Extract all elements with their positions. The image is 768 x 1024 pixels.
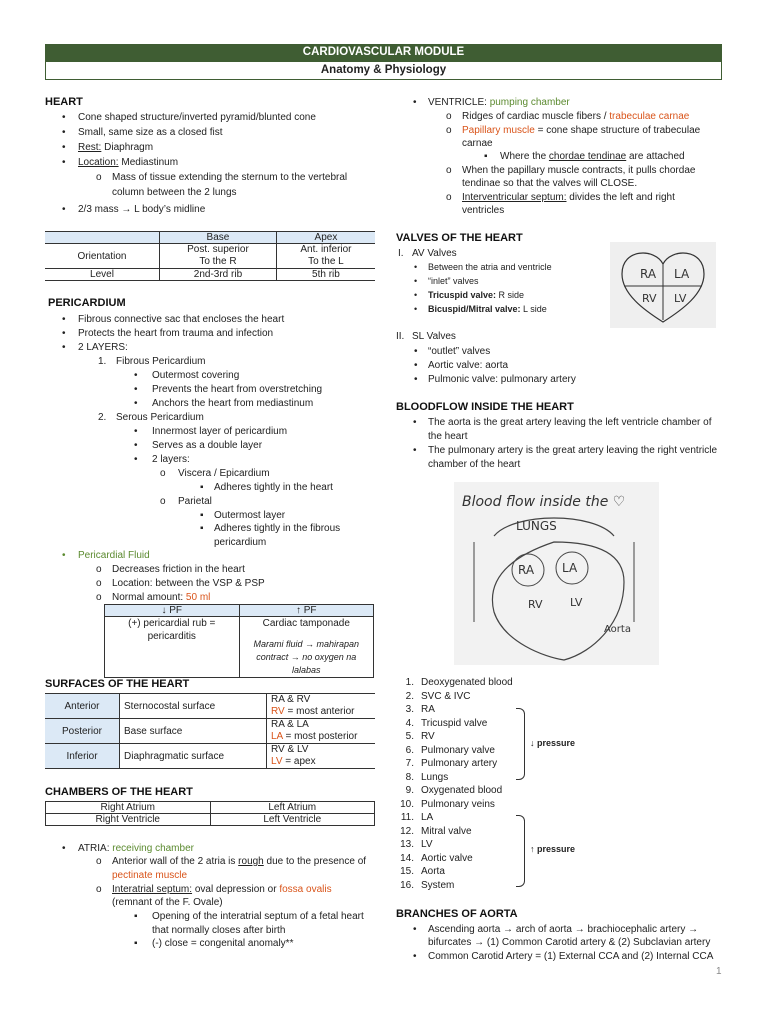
peri-v1a: Adheres tightly in the heart (214, 482, 333, 493)
heart-b2: Small, same size as a closed fist (78, 127, 223, 138)
flow-step-number: 13. (400, 839, 414, 850)
sub-bullet: o (96, 592, 102, 603)
interventricular: Interventricular septum: (462, 192, 567, 203)
chamber-ra: Right Atrium (46, 802, 211, 814)
tricuspid-label: Tricuspid valve: (428, 290, 497, 300)
normal-amount-value: 50 ml (185, 592, 211, 603)
atria-a1b: pectinate muscle (112, 870, 188, 881)
interatrial-text: oval depression or (192, 884, 280, 895)
peri-f3 (112, 591, 210, 605)
surface-pos: Anterior (45, 694, 120, 719)
vent-v4b: tendinae so that the valves will CLOSE. (462, 178, 638, 189)
sl1: “outlet” valves (428, 346, 491, 357)
bloodflow-heading: BLOODFLOW INSIDE THE HEART (396, 401, 574, 413)
surface-note-chamber: LA (271, 731, 283, 742)
surface-desc (267, 694, 376, 719)
sl-valves: SL Valves (412, 331, 456, 342)
flow-step (384, 811, 433, 825)
cell-base-level: 2nd-3rd rib (160, 269, 277, 281)
vent-v3-text: Where the (500, 151, 549, 162)
sl-bullet: • (414, 374, 418, 385)
roman-1: I. (398, 248, 404, 259)
peri-n1b: Prevents the heart from overstretching (152, 384, 323, 395)
sq-bullet: ▪ (200, 482, 204, 493)
surface-note-text: = most posterior (282, 731, 358, 742)
sl-bullet: • (414, 360, 418, 371)
flow-step-number: 1. (405, 677, 414, 688)
peri-n1a: Outermost covering (152, 370, 240, 381)
atria-a3: Opening of the interatrial septum of a fetal heart (152, 911, 364, 922)
peri-bullet: • (134, 440, 138, 451)
page-number: 1 (716, 966, 722, 977)
num-1: 1. (98, 356, 107, 367)
atria-a2 (112, 883, 332, 897)
flow-step-text: SVC & IVC (421, 690, 471, 702)
flow-step-text: Mitral valve (421, 825, 472, 837)
sub-bullet: o (96, 884, 102, 895)
ventricle-label: VENTRICLE: (428, 97, 490, 108)
vent-v2b: carnae (462, 138, 493, 149)
surface-desc (267, 719, 376, 744)
sketch-title: Blood flow inside the ♡ (462, 494, 626, 510)
heart-bullet: • (62, 142, 66, 153)
peri-v2c: pericardium (214, 537, 267, 548)
location-value: Mediastinum (118, 157, 179, 168)
surface-pos: Inferior (45, 744, 120, 769)
pf-pericarditis: pericarditis (147, 631, 196, 642)
peri-bullet: • (134, 384, 138, 395)
av3 (428, 289, 524, 303)
av4 (428, 303, 547, 317)
sub-bullet: o (446, 165, 452, 176)
heart-valves-sketch (610, 242, 716, 328)
flow-step-number: 16. (400, 879, 414, 891)
flow-step (384, 784, 502, 798)
sketch-rv: RV (642, 292, 657, 305)
peri-n1c: Anchors the heart from mediastinum (152, 398, 314, 409)
pf-increase-cell (239, 617, 374, 678)
flow-step-number: 6. (405, 744, 414, 756)
base-apex-table (45, 231, 375, 281)
pericardium-heading: PERICARDIUM (48, 297, 126, 309)
sketch-aorta: Aorta (604, 624, 631, 635)
sub-bullet: o (96, 172, 102, 183)
aorta-heading: BRANCHES OF AORTA (396, 908, 518, 920)
flow-step (384, 865, 445, 879)
pf-rub: (+) pericardial rub = (128, 618, 216, 629)
chamber-lv: Left Ventricle (210, 814, 375, 826)
sl-bullet: • (414, 346, 418, 357)
flow-step-text: System (421, 879, 455, 891)
base-orient-b: To the R (199, 256, 237, 267)
flow-step-text: Oxygenated blood (421, 785, 503, 796)
module-title: CARDIOVASCULAR MODULE (45, 44, 722, 61)
cell-apex-level: 5th rib (276, 269, 375, 281)
peri-bullet: • (62, 328, 66, 339)
flow-step (384, 838, 433, 852)
flow-step (384, 676, 513, 690)
av-bullet: • (414, 276, 418, 286)
bf-b2a: The pulmonary artery is the great artery leaving the right ventricle (428, 445, 718, 456)
peri-fluid: Pericardial Fluid (78, 550, 150, 561)
sketch-flow-rv: RV (528, 598, 543, 611)
surfaces-table (45, 693, 375, 769)
sketch-flow-la: LA (562, 561, 578, 575)
atria-a1-rough: rough (238, 856, 264, 867)
chambers-heading: CHAMBERS OF THE HEART (45, 786, 193, 798)
sketch-ra: RA (640, 267, 657, 281)
vent-v2 (462, 124, 700, 138)
flow-step (384, 730, 435, 744)
surface-note-text: = apex (282, 756, 316, 767)
pressure-down: ↓ pressure (530, 738, 576, 748)
flow-step-text: Tricuspid valve (421, 717, 488, 729)
sketch-flow-lv: LV (570, 596, 583, 609)
peri-bullet: • (62, 342, 66, 353)
roman-2: II. (396, 331, 405, 342)
flow-step-text: LV (421, 839, 433, 850)
vent-v1 (462, 110, 689, 124)
flow-step (384, 717, 487, 731)
heart-bullet: • (62, 204, 66, 215)
av-bullet: • (414, 304, 418, 314)
vent-v5 (462, 191, 675, 205)
peri-b1: Fibrous connective sac that encloses the heart (78, 314, 285, 325)
peri-bullet: • (134, 426, 138, 437)
sub-bullet: o (96, 578, 102, 589)
surface-note (271, 731, 371, 743)
flow-step (384, 757, 497, 771)
vent-bullet: • (413, 97, 417, 108)
pf-decrease-cell (105, 617, 240, 678)
peri-b2: Protects the heart from trauma and infection (78, 328, 274, 339)
peri-n1: Fibrous Pericardium (116, 356, 206, 367)
row-orientation: Orientation (45, 244, 160, 269)
surface-name: Base surface (120, 719, 267, 744)
sketch-la: LA (674, 267, 690, 281)
surfaces-heading: SURFACES OF THE HEART (45, 678, 190, 690)
chordae: chordae tendinae (548, 151, 627, 162)
num-2: 2. (98, 412, 107, 423)
flow-step-text: Deoxygenated blood (421, 677, 513, 688)
sketch-lungs: LUNGS (516, 519, 557, 533)
peri-bullet: • (134, 398, 138, 409)
sketch-flow-ra: RA (518, 563, 535, 577)
surface-name: Sternocostal surface (120, 694, 267, 719)
apex-orient-a: Ant. inferior (300, 244, 352, 255)
flow-step (384, 690, 470, 704)
flow-step (384, 852, 473, 866)
flow-step-number: 12. (400, 825, 414, 837)
flow-step-text: Lungs (421, 771, 449, 783)
peri-n2c: 2 layers: (152, 454, 190, 465)
normal-amount-label: Normal amount: (112, 592, 186, 603)
surface-pos: Posterior (45, 719, 120, 744)
brace-high (516, 815, 525, 887)
pf-note1: Marami fluid → mahirapan (253, 639, 360, 649)
valves-heading: VALVES OF THE HEART (396, 232, 523, 244)
flow-step-number: 5. (405, 731, 414, 742)
sq-bullet: ▪ (200, 523, 204, 534)
apex-orient-b: To the L (308, 256, 344, 267)
ventricle-line (428, 96, 570, 110)
flow-step-text: RV (421, 731, 435, 742)
flow-step-text: Aorta (421, 866, 445, 877)
ventricle-value: pumping chamber (489, 97, 570, 108)
surface-note (271, 756, 371, 768)
surface-note-chamber: LV (271, 756, 283, 767)
corner-cell (45, 232, 160, 244)
fossa-ovalis: fossa ovalis (279, 884, 332, 895)
heart-b3 (78, 141, 153, 155)
row-level: Level (45, 269, 160, 281)
chamber-rv: Right Ventricle (46, 814, 211, 826)
peri-n2b: Serves as a double layer (152, 440, 263, 451)
pf-note2: contract → no oxygen na lalabas (256, 652, 357, 675)
av1: Between the atria and ventricle (428, 262, 552, 272)
base-orient-a: Post. superior (187, 244, 249, 255)
vent-v5b: ventricles (462, 205, 505, 216)
peri-bullet: • (62, 314, 66, 325)
heart-bullet: • (62, 112, 66, 123)
peri-bullet: • (62, 550, 66, 561)
flow-step-text: Pulmonary valve (421, 744, 495, 756)
aorta-b1a: Ascending aorta → arch of aorta → brachiocephalic artery → (428, 924, 699, 935)
mitral-side: L side (520, 304, 547, 314)
cell-base-orientation (160, 244, 277, 269)
mitral-label: Bicuspid/Mitral valve: (428, 304, 521, 314)
flow-step-text: LA (421, 812, 434, 823)
flow-step-number: 3. (405, 704, 414, 715)
sub-bullet: o (96, 856, 102, 867)
tricuspid-side: R side (496, 290, 525, 300)
flow-step-number: 9. (405, 785, 414, 796)
vent-v5-text: divides the left and right (566, 192, 675, 203)
pf-tamponade: Cardiac tamponade (262, 618, 350, 629)
heart-bullet: • (62, 127, 66, 138)
sub-bullet: o (446, 125, 452, 136)
heart-heading: HEART (45, 96, 83, 108)
peri-f1: Decreases friction in the heart (112, 564, 245, 575)
av-bullet: • (414, 262, 418, 272)
bf-b2b: chamber of the heart (428, 459, 521, 470)
flow-step-text: Pulmonary artery (421, 758, 498, 769)
atria-a4: (-) close = congenital anomaly** (152, 938, 294, 949)
atria-bullet: • (62, 843, 66, 854)
aorta-bullet: • (413, 924, 417, 935)
heart-bullet: • (62, 157, 66, 168)
sq-bullet: ▪ (134, 911, 138, 922)
module-subtitle: Anatomy & Physiology (45, 61, 722, 80)
flow-step (384, 744, 495, 758)
flow-step-number: 15. (400, 866, 414, 877)
pf-increase-header: ↑ PF (239, 605, 374, 617)
vent-v4: When the papillary muscle contracts, it pulls chordae (462, 165, 696, 176)
surface-chambers: RV & LV (271, 744, 309, 755)
blood-flow-sketch (454, 482, 659, 665)
atria-label: ATRIA: (78, 843, 113, 854)
atria-line (78, 842, 194, 856)
bf-b1a: The aorta is the great artery leaving the left ventricle chamber of (428, 417, 712, 428)
pressure-up: ↑ pressure (530, 844, 576, 854)
flow-step-text: Aortic valve (421, 852, 473, 864)
peri-b3: 2 LAYERS: (78, 342, 128, 353)
col-base: Base (160, 232, 277, 244)
vent-v2-text: = cone shape structure of trabeculae (534, 125, 701, 136)
sl2: Aortic valve: aorta (428, 360, 509, 371)
peri-v1: Viscera / Epicardium (178, 468, 270, 479)
surface-chambers: RA & RV (271, 694, 311, 705)
sketch-lv: LV (674, 292, 687, 305)
pf-table (104, 604, 374, 678)
col-apex: Apex (276, 232, 375, 244)
chambers-table (45, 801, 375, 826)
flow-step-text: Pulmonary veins (421, 798, 495, 810)
flow-step-number: 10. (400, 798, 414, 810)
cell-apex-orientation (276, 244, 375, 269)
flow-step-number: 7. (405, 758, 414, 769)
peri-v2: Parietal (178, 496, 212, 507)
vent-v3-rest: are attached (626, 151, 685, 162)
surface-chambers: RA & LA (271, 719, 309, 730)
surface-note-text: = most anterior (284, 706, 355, 717)
av-valves: AV Valves (412, 248, 457, 259)
aorta-b1b: bifurcates → (1) Common Carotid artery & (2) Subclavian artery (428, 937, 711, 948)
peri-n2a: Innermost layer of pericardium (152, 426, 288, 437)
peri-v2b: Adheres tightly in the fibrous (214, 523, 341, 534)
bf-bullet: • (413, 417, 417, 428)
av-bullet: • (414, 290, 418, 300)
atria-a2b: (remnant of the F. Ovale) (112, 897, 223, 908)
flow-step-text: RA (421, 704, 435, 715)
peri-bullet: • (134, 454, 138, 465)
peri-f2: Location: between the VSP & PSP (112, 578, 265, 589)
flow-step-number: 2. (405, 690, 414, 702)
atria-a1-rest: due to the presence of (263, 856, 367, 867)
pf-decrease-header: ↓ PF (105, 605, 240, 617)
flow-step (384, 798, 495, 812)
flow-step (384, 703, 435, 717)
atria-a1 (112, 855, 366, 869)
bf-b1b: the heart (428, 431, 468, 442)
surface-desc (267, 744, 376, 769)
vent-v1-text: Ridges of cardiac muscle fibers / (462, 111, 610, 122)
sq-bullet: ▪ (484, 151, 488, 162)
rest-value: Diaphragm (101, 142, 154, 153)
peri-n2: Serous Pericardium (116, 412, 204, 423)
rest-label: Rest: (78, 142, 102, 153)
sub-bullet: o (446, 111, 452, 122)
sub-bullet: o (160, 496, 166, 507)
surface-note (271, 706, 371, 718)
vent-v3 (500, 150, 685, 164)
bf-bullet: • (413, 445, 417, 456)
sl3: Pulmonic valve: pulmonary artery (428, 374, 576, 385)
flow-step-number: 4. (405, 717, 414, 729)
atria-a3b: that normally closes after birth (152, 925, 286, 936)
peri-v2a: Outermost layer (214, 510, 286, 521)
flow-step (384, 879, 454, 893)
heart-b4-sub2: column between the 2 lungs (112, 187, 237, 198)
sq-bullet: ▪ (134, 938, 138, 949)
surface-name: Diaphragmatic surface (120, 744, 267, 769)
sub-bullet: o (160, 468, 166, 479)
av2: “inlet” valves (428, 276, 479, 286)
aorta-bullet: • (413, 951, 417, 962)
aorta-b2: Common Carotid Artery = (1) External CCA and (2) Internal CCA (428, 951, 714, 962)
location-label: Location: (78, 157, 119, 168)
atria-value: receiving chamber (112, 843, 194, 854)
heart-b5: 2/3 mass → L body’s midline (78, 204, 206, 215)
flow-step (384, 771, 448, 785)
heart-b4-sub1: Mass of tissue extending the sternum to the vertebral (112, 172, 348, 183)
heart-b4 (78, 156, 178, 170)
brace-low (516, 708, 525, 780)
papillary: Papillary muscle (462, 125, 535, 136)
flow-step-number: 8. (405, 771, 414, 783)
peri-bullet: • (134, 370, 138, 381)
flow-step (384, 825, 472, 839)
flow-step-number: 11. (400, 812, 414, 823)
sub-bullet: o (446, 192, 452, 203)
flow-step-number: 14. (400, 852, 414, 864)
sq-bullet: ▪ (200, 510, 204, 521)
heart-b1: Cone shaped structure/inverted pyramid/blunted cone (78, 112, 316, 123)
surface-note-chamber: RV (271, 706, 285, 717)
interatrial-label: Interatrial septum: (112, 884, 193, 895)
sub-bullet: o (96, 564, 102, 575)
chamber-la: Left Atrium (210, 802, 375, 814)
trabeculae: trabeculae carnae (609, 111, 690, 122)
atria-a1-text: Anterior wall of the 2 atria is (112, 856, 239, 867)
